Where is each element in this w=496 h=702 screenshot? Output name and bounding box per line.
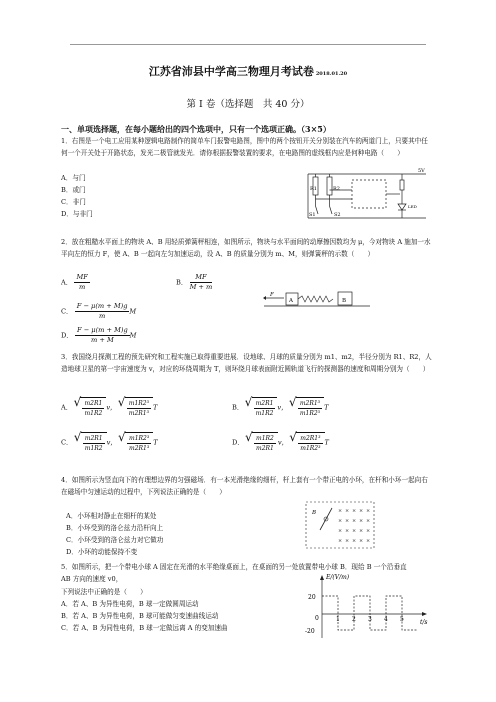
q5-option-b: B．若 A、B 为异性电荷，B 球可能做匀变速曲线运动 — [61, 612, 219, 620]
field-cross-mark: × — [345, 508, 350, 514]
q2-c-tail: M — [129, 307, 137, 316]
field-cross-mark: × — [338, 538, 343, 544]
q3-a-vnum: √ m2R1 — [84, 400, 103, 407]
q3-d-label: D． — [232, 438, 244, 447]
q4-option-c: C．小环受到的洛仑兹力对它做功 — [66, 536, 164, 544]
q3-c-tnum: √ m1R2³ — [129, 435, 150, 442]
force-label: F — [270, 292, 274, 298]
q3-a-tnum: √ m1R2³ — [128, 400, 149, 407]
q2-d-num: F − μ(m + M)g — [77, 326, 128, 334]
q3-b-label: B． — [232, 403, 244, 412]
q3-d-sqrt-v — [252, 432, 278, 453]
q2-a-den: m — [79, 283, 86, 291]
q3-c-sqrt-t — [125, 432, 153, 453]
q3-b-sqrt-t — [296, 397, 324, 418]
r2-label: R2 — [333, 186, 340, 192]
y-axis-label: E/(V/m) — [326, 574, 350, 581]
field-cross-mark: × — [338, 508, 343, 514]
q2-a-fraction — [74, 273, 89, 292]
origin-label: 0 — [315, 615, 319, 622]
q2-c-fraction — [75, 302, 130, 321]
q3-c-label: C． — [61, 438, 73, 447]
q3-b-v: v， — [277, 403, 288, 412]
q1-option-c: C．非门 — [61, 198, 86, 206]
block-a-label: A — [289, 298, 293, 304]
part-heading: 第 I 卷（选择题 共 40 分） — [186, 99, 310, 110]
q2-option-c — [61, 302, 136, 321]
q2-d-fraction — [75, 326, 130, 345]
field-cross-mark: × — [345, 528, 350, 534]
s2-label: S2 — [334, 212, 341, 218]
q3-option-b — [232, 397, 329, 418]
q3-d-v: v， — [277, 438, 289, 447]
q3-option-d — [232, 432, 329, 453]
x-axis-label: t/s — [420, 619, 428, 626]
q5-stem-2: 下列说法中正确的是（ ） — [61, 588, 147, 596]
field-cross-mark: × — [359, 528, 364, 534]
led-diode — [398, 204, 406, 210]
q2-d-label: D． — [61, 331, 73, 340]
q4-option-d: D．小环的动能保持不变 — [66, 548, 138, 556]
q2-option-d — [61, 326, 136, 345]
voltage-label: 5V — [418, 168, 425, 174]
q3-a-vden: m1R2 — [84, 410, 103, 417]
q2-c-label: C． — [61, 307, 73, 316]
block-b-label: B — [342, 298, 347, 304]
title-text: 江苏省沛县中学高三物理月考试卷 — [148, 65, 314, 78]
x-tick-3: 3 — [368, 616, 372, 623]
q2-a-num: MF — [76, 273, 88, 281]
q3-d-vnum: √ m1R2 — [256, 435, 274, 442]
q5-option-a: A．若 A、B 为异性电荷，B 球一定做圆周运动 — [61, 600, 199, 608]
q1-option-d: D．与非门 — [61, 210, 93, 218]
q3-a-v: v， — [106, 403, 117, 412]
q3-a-sqrt-t — [125, 397, 153, 418]
q2-spring-figure — [262, 288, 372, 310]
q2-a-label: A． — [61, 278, 73, 287]
page-title — [0, 63, 496, 79]
led-label: LED — [408, 204, 417, 209]
field-cross-mark: × — [345, 518, 350, 524]
q2-c-den: m — [98, 312, 106, 320]
q3-option-c — [61, 432, 158, 453]
field-cross-mark: × — [366, 518, 371, 524]
q3-c-sqrt-v — [81, 432, 107, 453]
field-cross-mark: × — [359, 508, 364, 514]
q3-b-t: T — [324, 403, 329, 412]
q3-b-sqrt-v — [252, 397, 278, 418]
field-cross-mark: × — [366, 508, 371, 514]
s1-label: S1 — [309, 212, 316, 218]
q5-stem: 5．如图所示，把一个带电小球 A 固定在光滑的水平绝缘桌面上，在桌面的另一处放置带电小球 B．现给 B 一个沿垂直 AB 方向的速度 v0， — [61, 563, 407, 584]
x-tick-2: 2 — [352, 616, 356, 623]
field-label: B — [312, 510, 317, 516]
field-cross-mark: × — [352, 528, 357, 534]
s1-switch — [316, 206, 319, 214]
rod — [320, 508, 332, 530]
q2-d-tail: M — [129, 331, 137, 340]
header-rule — [70, 44, 426, 45]
x-tick-1: 1 — [336, 616, 340, 623]
r1-label: R1 — [310, 186, 317, 192]
q1-option-b: B．或门 — [61, 186, 86, 194]
q5-field-graph — [302, 572, 432, 642]
field-cross-mark: × — [366, 538, 371, 544]
q3-c-vden: m1R2 — [84, 445, 103, 452]
field-cross-mark: × — [338, 528, 343, 534]
q3-c-v: v， — [106, 438, 117, 447]
q2-option-b — [176, 273, 212, 292]
r2-resistor — [327, 177, 332, 195]
field-cross-mark: × — [359, 538, 364, 544]
field-cross-mark: × — [352, 538, 357, 544]
section-heading: 一、单项选择题，在每小题给出的四个选项中，只有一个选项正确。（3×5） — [61, 124, 331, 134]
q3-d-sqrt-t — [296, 432, 324, 453]
q3-stem: 3．我国绕月探测工程的预先研究和工程实施已取得重要进展．设地球、月球的质量分别为 m1、m2，半径分别为 R1、R2，人造地球卫星的第一宇宙速度为 v，对应的环绕周期为 T，则环绕月球表面附近圆轨道飞行的探测器的速度和周期分别为（ ） — [61, 353, 432, 374]
q3-b-vden: m1R2 — [255, 410, 274, 417]
field-cross-mark: × — [338, 518, 343, 524]
y-tick-pos: 20 — [308, 594, 316, 601]
q1-circuit-figure — [300, 166, 440, 226]
q3-b-vnum: √ m2R1 — [255, 400, 274, 407]
q2-b-num: MF — [190, 273, 213, 283]
y-tick-neg: -20 — [305, 628, 315, 635]
q2-option-a — [61, 273, 90, 292]
exam-date: 2018.01.20 — [315, 71, 348, 77]
q3-option-a — [61, 397, 157, 418]
q2-c-num: F − μ(m + M)g — [76, 302, 128, 310]
logic-box — [352, 180, 386, 208]
field-cross-mark: × — [352, 518, 357, 524]
q3-d-tnum: √ m2R1³ — [300, 435, 321, 442]
q3-b-tnum: √ m2R1³ — [299, 400, 321, 407]
q4-stem: 4．如图所示为竖直向下的有理想边界的匀强磁场．有一本光滑绝缘的细杆，杆上套有一个带正电的小环，在杆和小环一起向右在磁场中匀速运动的过程中，下列说法正确的是（ ） — [61, 476, 428, 497]
q3-a-t: T — [153, 403, 158, 412]
q3-c-tden: m2R1³ — [129, 445, 150, 452]
q3-d-t: T — [324, 438, 329, 447]
q4-option-b: B．小环受到的洛仑兹力沿杆向上 — [66, 524, 164, 532]
q1-stem: 1．右图是一个电工应用某种逻辑电路制作的简单车门报警电路图，图中的两个按钮开关分别装在汽车的两道门上，只要其中任何一个开关处于开路状态，发光二极管就发光．请你根据报警装置的要求，在电路图的虚线框内应是何种电路（ ） — [61, 137, 428, 158]
q3-b-tden: m1R2³ — [299, 410, 321, 417]
q2-b-den: M + m — [189, 283, 213, 291]
q2-b-label: B． — [176, 278, 188, 287]
field-cross-mark: × — [352, 508, 357, 514]
q3-c-vnum: √ m2R1 — [84, 435, 103, 442]
field-cross-mark: × — [359, 518, 364, 524]
q2-d-den: m + M — [90, 336, 114, 344]
q4-magnetic-field-figure — [302, 500, 378, 550]
field-cross-mark: × — [366, 528, 371, 534]
q2-stem: 2．放在粗糙水平面上的物块 A、B 用轻质弹簧秤相连，如图所示，物块与水平面间的动摩擦因数均为 μ，今对物块 A 施加一水平向左的恒力 F，使 A、B 一起向左匀加速运动，设 A、B 的质量分别为 m、M，则弹簧秤的示数（ ） — [61, 238, 431, 259]
x-tick-5: 5 — [400, 616, 404, 623]
q4-option-a: A．小环相对静止在细杆的某处 — [66, 512, 157, 520]
q3-a-sqrt-v — [80, 397, 106, 418]
q2-b-fraction — [190, 273, 213, 292]
q1-option-a: A．与门 — [61, 174, 86, 182]
s2-switch — [330, 206, 333, 214]
x-tick-4: 4 — [384, 616, 388, 623]
field-cross-mark: × — [345, 538, 350, 544]
q5-option-c: C．若 A、B 为同性电荷，B 球一定做远离 A 的变加速曲 — [61, 624, 228, 632]
q3-a-tden: m2R1³ — [128, 410, 149, 417]
square-wave — [322, 596, 418, 630]
q3-d-vden: m2R1 — [256, 445, 274, 452]
q3-c-t: T — [153, 438, 158, 447]
q3-a-label: A． — [61, 403, 73, 412]
q3-d-tden: m1R2³ — [300, 445, 321, 452]
spring — [298, 296, 333, 302]
